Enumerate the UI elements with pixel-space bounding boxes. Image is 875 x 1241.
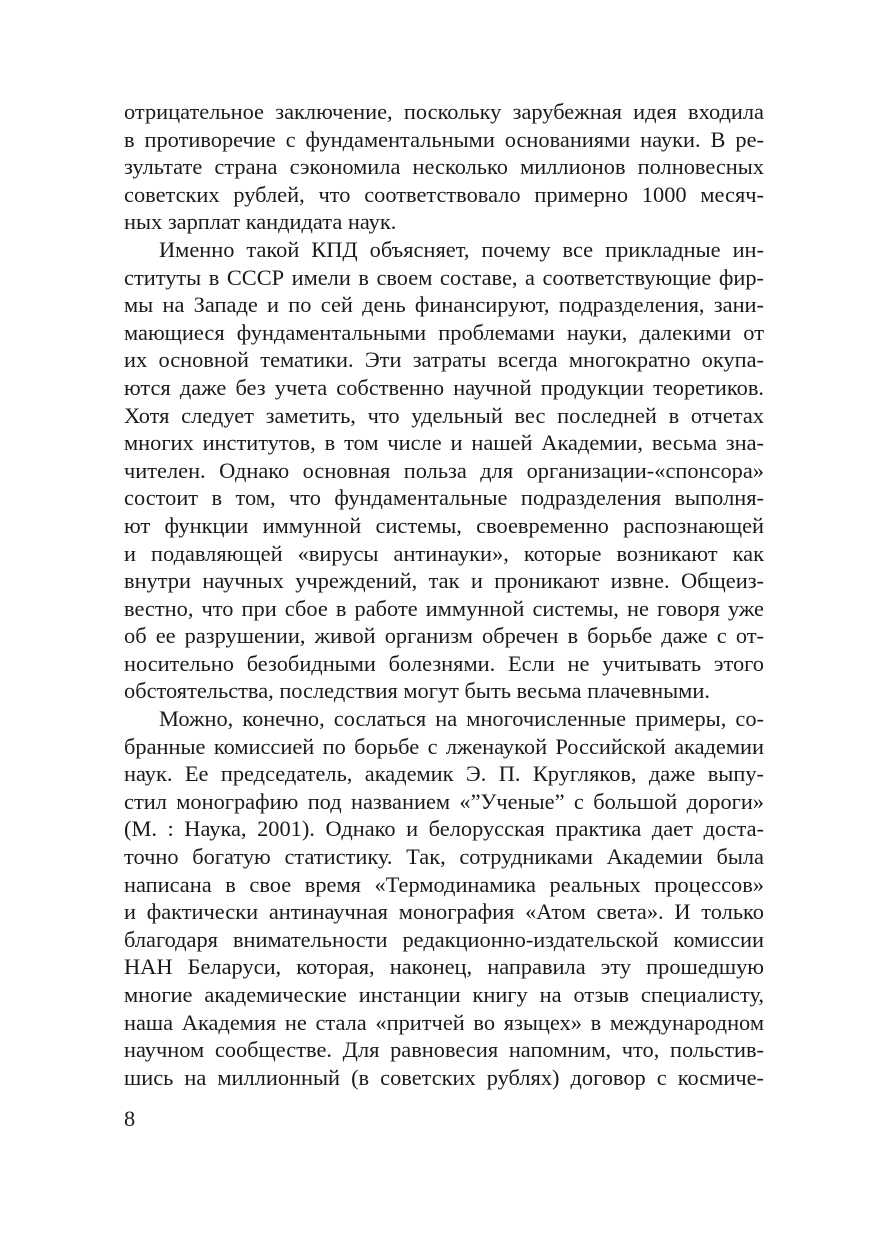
text-line: бранные комиссией по борьбе с лженаукой Российской академии (124, 733, 764, 759)
text-line: ются даже без учета собственно научной продукции теоретиков. (124, 374, 764, 400)
text-line: в противоречие с фундаментальными основаниями науки. В ре- (124, 126, 764, 152)
paragraph (124, 705, 764, 1091)
text-line: зультате страна сэкономила несколько миллионов полновесных (124, 154, 764, 180)
text-line: ют функции иммунной системы, своевременно распознающей (124, 512, 764, 538)
text-line: обстоятельства, последствия могут быть весьма плачевными. (124, 678, 710, 704)
text-line: отрицательное заключение, поскольку зарубежная идея входила (124, 99, 764, 124)
text-line: Именно такой КПД объясняет, почему все прикладные ин- (159, 236, 764, 262)
text-line: об ее разрушении, живой организм обречен в борьбе даже с от- (124, 623, 764, 649)
text-line: Можно, конечно, сослаться на многочисленные примеры, со- (159, 706, 764, 732)
text-line: носительно безобидными болезнями. Если не учитывать этого (124, 650, 764, 676)
text-line: внутри научных учреждений, так и проникают извне. Общеиз- (124, 568, 764, 594)
text-line: и фактически антинаучная монография «Атом света». И только (124, 899, 764, 925)
text-line: ституты в СССР имели в своем составе, а соответствующие фир- (124, 264, 764, 290)
text-line: многих институтов, в том числе и нашей Академии, весьма зна- (124, 430, 764, 456)
text-line: и подавляющей «вирусы антинауки», которые возникают как (124, 540, 764, 566)
text-line: мы на Западе и по сей день финансируют, подразделения, зани- (124, 292, 764, 318)
text-line: наук. Ее председатель, академик Э. П. Кругляков, даже выпу- (124, 761, 764, 787)
page-number: 8 (124, 1106, 136, 1131)
text-line: ных зарплат кандидата наук. (124, 209, 397, 235)
text-line: многие академические инстанции книгу на отзыв специалисту, (124, 982, 764, 1007)
text-line: (М. : Наука, 2001). Однако и белорусская практика дает доста- (124, 816, 764, 842)
text-line: вестно, что при сбое в работе иммунной системы, не говоря уже (124, 595, 764, 621)
text-line: благодаря внимательности редакционно-издательской комиссии (124, 926, 764, 952)
text-line: шись на миллионный (в советских рублях) договор с космиче- (124, 1064, 764, 1090)
text-line: написана в свое время «Термодинамика реальных процессов» (124, 871, 764, 897)
text-line: советских рублей, что соответствовало примерно 1000 месяч- (124, 181, 764, 207)
text-line: состоит в том, что фундаментальные подразделения выполня- (124, 485, 764, 511)
text-line: точно богатую статистику. Так, сотрудниками Академии была (124, 844, 764, 870)
text-line: мающиеся фундаментальными проблемами науки, далекими от (124, 319, 764, 345)
paragraph (124, 236, 764, 705)
text-line: стил монографию под названием «”Ученые” с большой дороги» (124, 788, 764, 814)
text-line: чителен. Однако основная польза для организации-«спонсора» (124, 457, 764, 483)
paragraph (124, 98, 764, 236)
page-body-text (124, 98, 764, 1091)
text-line: их основной тематики. Эти затраты всегда многократно окупа- (124, 347, 764, 373)
text-line: Хотя следует заметить, что удельный вес последней в отчетах (124, 402, 764, 428)
text-line: научном сообществе. Для равновесия напомним, что, польстив- (124, 1037, 764, 1063)
text-line: НАН Беларуси, которая, наконец, направила эту прошедшую (124, 954, 764, 980)
text-line: наша Академия не стала «притчей во языцех» в международном (124, 1009, 764, 1035)
